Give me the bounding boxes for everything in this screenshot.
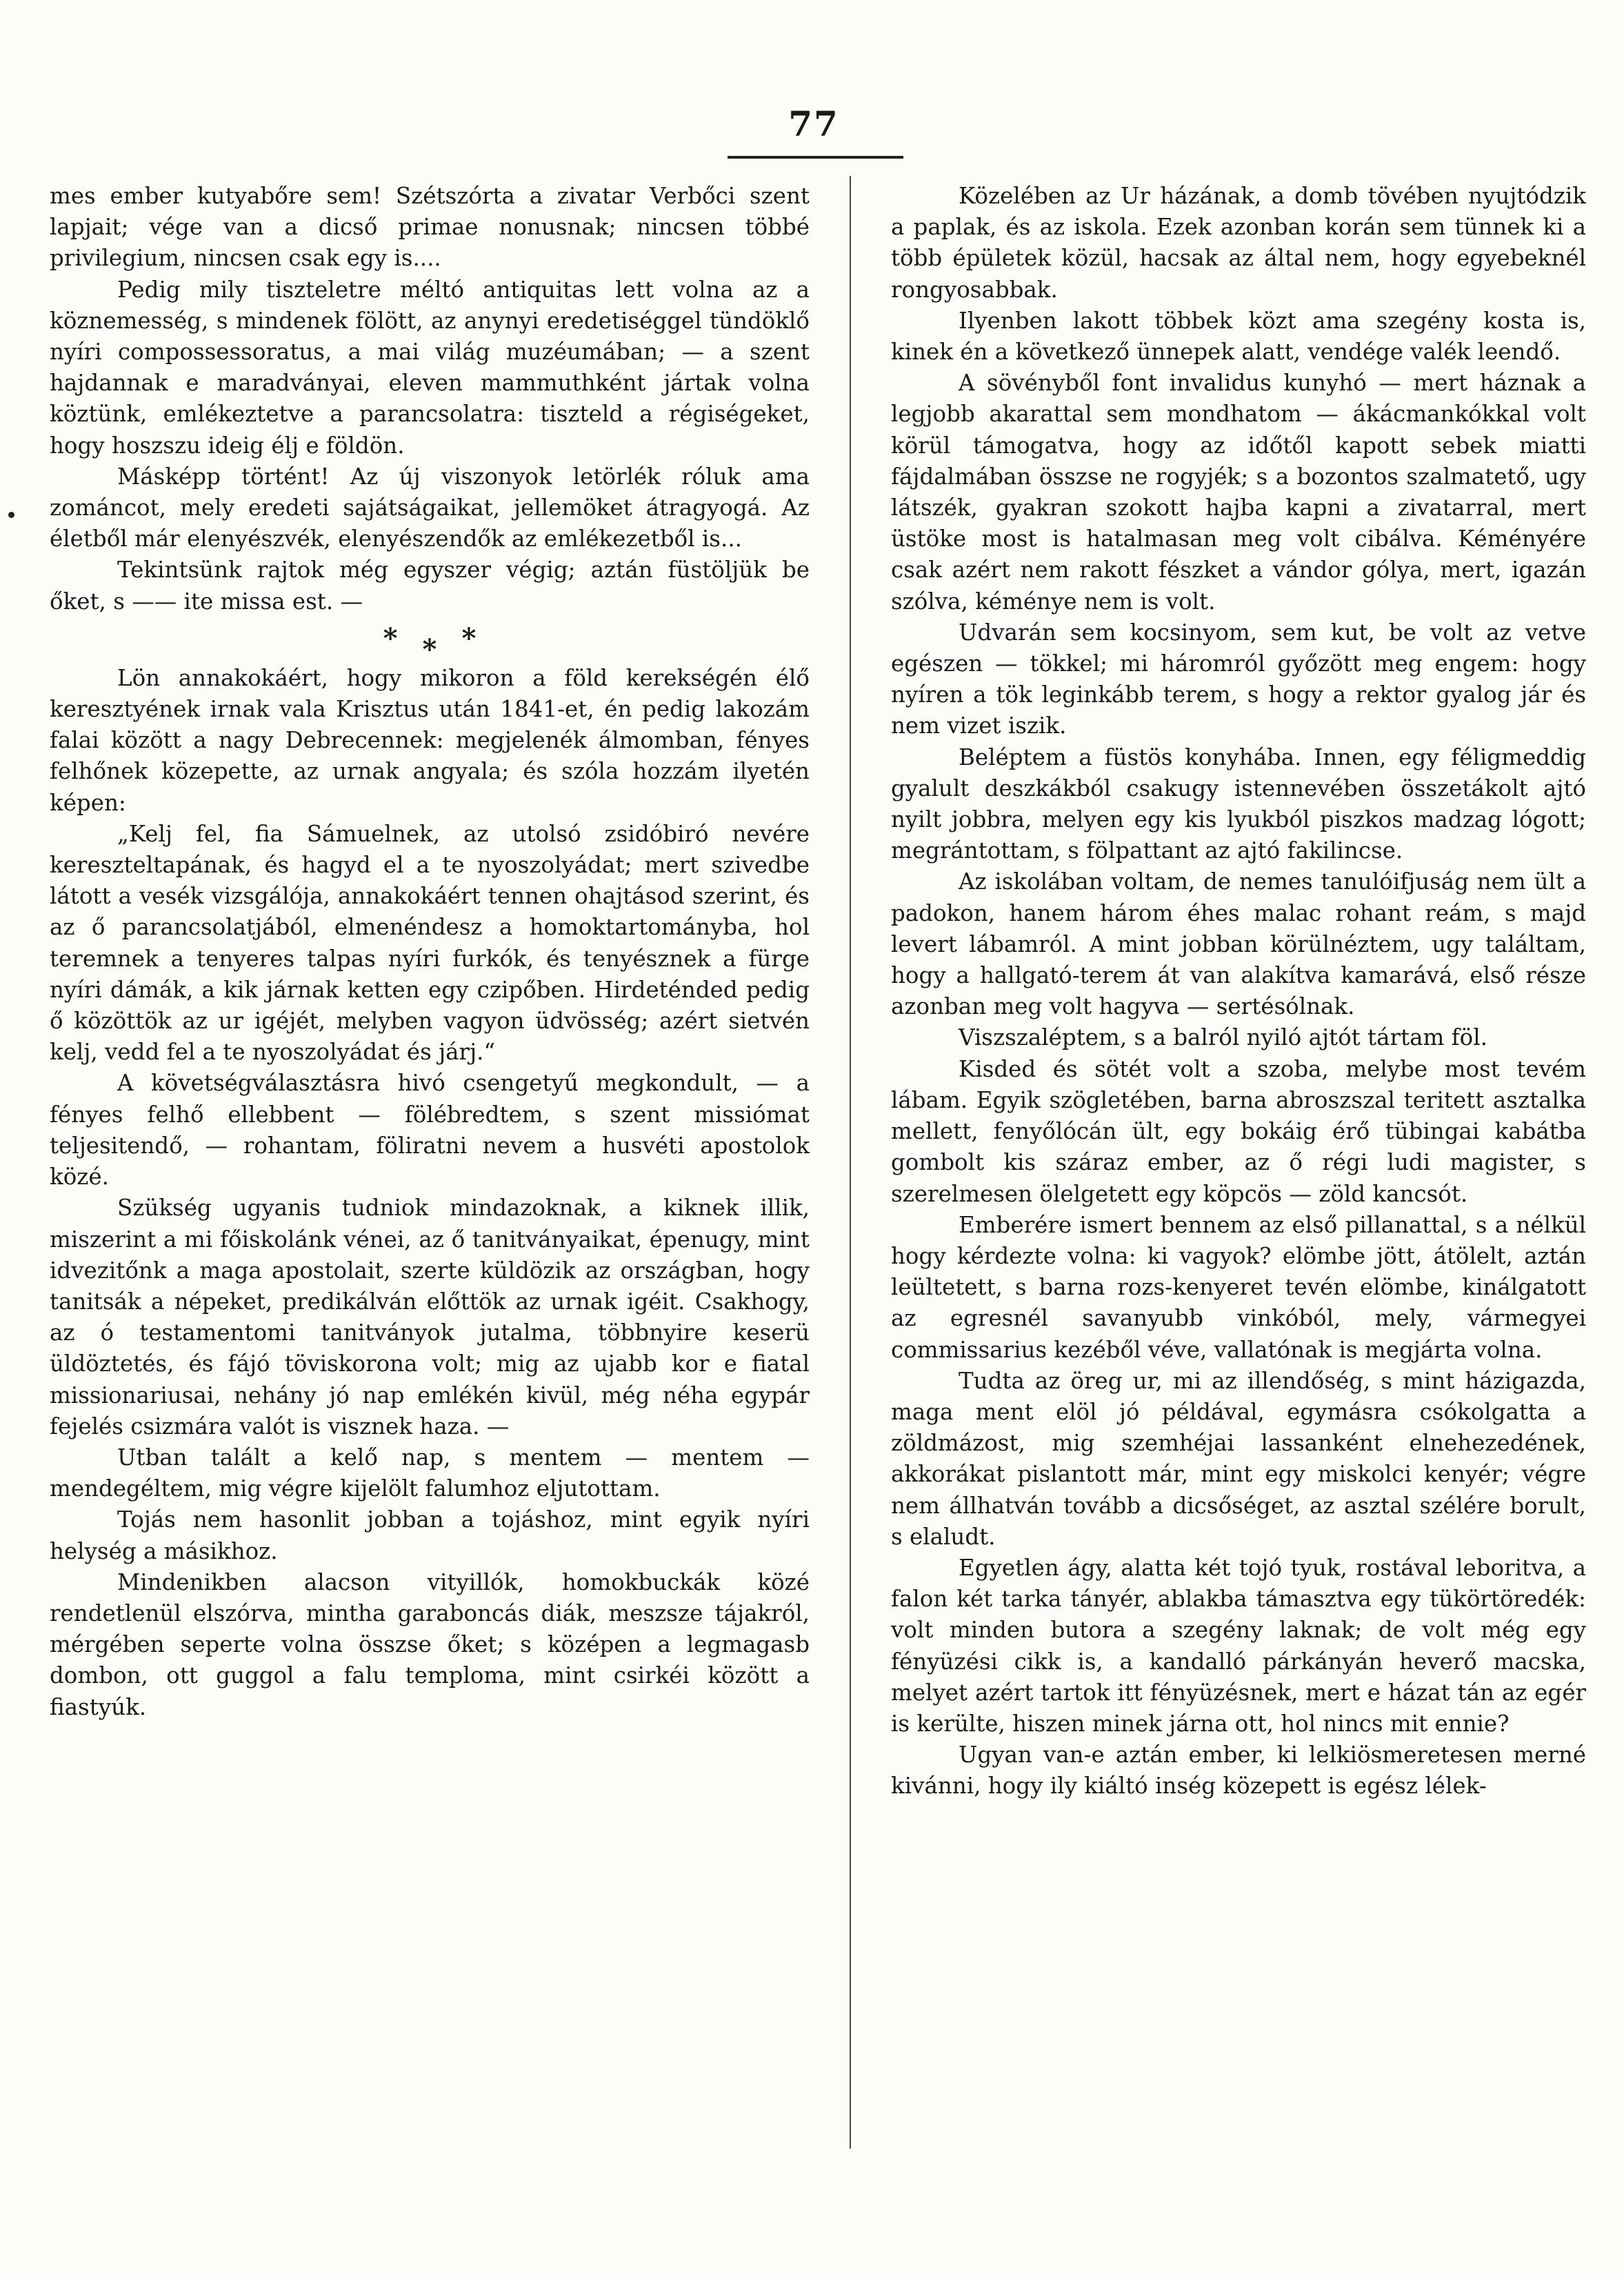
paragraph: Pedig mily tiszteletre méltó antiquitas lett volna az a köznemesség, s mindenek fölött, az anynyi eredetiséggel tündöklő nyíri compossessoratus, a mai világ muzéumában; — a szent hajdannak e maradványai, eleven mammuthként jártak volna köztünk, emlékeztetve a parancsolatra: tiszteld a régiségeket, hogy hoszszu ideig élj e földön. (50, 276, 810, 459)
paragraph: Tojás nem hasonlit jobban a tojáshoz, mint egyik nyíri helység a másikhoz. (50, 1506, 810, 1564)
paragraph: Utban talált a kelő nap, s mentem — mentem — mendegéltem, mig végre kijelölt falumhoz eljutottam. (50, 1444, 810, 1502)
paragraph: A követségválasztásra hivó csengetyű megkondult, — a fényes felhő ellebbent — fölébredtem, s szent missiómat teljesitendő, — rohantam, föliratni nevem a husvéti apostolok közé. (50, 1070, 810, 1191)
paragraph: Szükség ugyanis tudniok mindazoknak, a kiknek illik, miszerint a mi főiskolánk vénei, az ő tanitványaikat, épenugy, mint idvezitőnk a maga apostolait, szerte küldözik az országban, hogy tanitsák a népeket, predikálván előttök az urnak igéit. Csakhogy, az ó testamentomi tanitványok jutalma, többnyire keserü üldöztetés, és fájó töviskorona volt; mig az ujabb kor e fiatal missionariusai, nehány jó nap emlékén kivül, még néha egypár fejelés csizmára valót is visznek haza. — (50, 1195, 810, 1440)
paragraph: Ugyan van-e aztán ember, ki lelkiösmeretesen merné kivánni, hogy ily kiáltó inség közepett is egész lélek- (891, 1742, 1586, 1800)
separator-star: * (461, 621, 477, 655)
paragraph: Tekintsünk rajtok még egyszer végig; aztán füstöljük be őket, s —— ite missa est. — (50, 557, 810, 615)
paragraph: A sövényből font invalidus kunyhó — mert háznak a legjobb akarattal sem mondhatom — ákácmankókkal volt körül támogatva, hogy az időtől kapott sebek miatti fájdalmában összse ne rogyjék; s a bozontos szalmatető, ugy látszék, gyakran szokott hajba kapni a zivatarral, mert üstöke most is hatalmasan meg volt cibálva. Kéményére csak azért nem rakott fészket a vándor gólya, mert, igazán szólva, kéménye nem is volt. (891, 370, 1586, 615)
paragraph: mes ember kutyabőre sem! Szétszórta a zivatar Verbőci szent lapjait; vége van a dicső primae nonusnak; nincsen többé privilegium, nincsen csak egy is.... (50, 183, 810, 272)
margin-mark (8, 512, 14, 518)
paragraph: Mindenikben alacson vityillók, homokbuckák közé rendetlenül elszórva, mintha garaboncás diák, meszsze tájakról, mérgében seperte volna összse őket; s középen a legmagasb dombon, ott guggol a falu temploma, mint csirkéi között a fiastyúk. (50, 1568, 810, 1720)
paragraph: Ilyenben lakott többek közt ama szegény kosta is, kinek én a következő ünnepek alatt, vendége valék leendő. (891, 307, 1586, 366)
section-separator (50, 617, 810, 666)
paragraph: Emberére ismert bennem az első pillanattal, s a nélkül hogy kérdezte volna: ki vagyok? elömbe jött, átölelt, aztán leültetett, s barna rozs-kenyeret tevén elömbe, kinálgatott az egresnél savanyubb vinkóból, mely, vármegyei commissarius kezéből véve, vallatónak is megjárta volna. (891, 1211, 1586, 1363)
left-column (50, 181, 810, 1723)
paragraph: Viszszaléptem, s a balról nyiló ajtót tártam föl. (959, 1024, 1487, 1051)
paragraph: Tudta az öreg ur, mi az illendőség, s mint házigazda, maga ment elöl jó példával, egymásra csókolgatta a zöldmázost, mig szemhéjai lassanként elnehezedének, akkorákat pislantott már, mint egy miskolci kenyér; végre nem állhatván tovább a dicsőséget, az asztal szélére borult, s elaludt. (891, 1367, 1586, 1550)
separator-star: * (383, 621, 398, 655)
paragraph: Másképp történt! Az új viszonyok letörlék róluk ama zománcot, mely eredeti sajátságaikat, jellemöket átragyogá. Az életből már elenyészvék, elenyészendők az emlékezetből is... (50, 463, 810, 552)
paragraph: Egyetlen ágy, alatta két tojó tyuk, rostával leboritva, a falon két tarka tányér, ablakba támasztva egy tükörtöredék: volt minden butora a szegény laknak; de volt még egy fényüzési cikk is, a kandalló párkányán heverő macska, melyet azért tartok itt fényüzésnek, mert e házat tán az egér is kerülte, hiszen minek járna ott, hol nincs mit ennie? (891, 1554, 1586, 1737)
paragraph: Közelében az Ur házának, a domb tövében nyujtódzik a paplak, és az iskola. Ezek azonban korán sem tünnek ki a több épületek közül, hacsak az által nem, hogy egyebeknél rongyosabbak. (891, 183, 1586, 303)
paragraph: Az iskolában voltam, de nemes tanulóifjuság nem ült a padokon, hanem három éhes malac rohant reám, s majd levert lábamról. A mint jobban körülnéztem, ugy találtam, hogy a hallgató-terem át van alakítva kamarává, első része azonban meg volt hagyva — sertésólnak. (891, 868, 1586, 1020)
paragraph: Beléptem a füstös konyhába. Innen, egy féligmeddig gyalult deszkákból csakugy istennevében összetákolt ajtó nyilt jobbra, melyen egy kis lyukból piszkos madzag lógott; megrántottam, s fölpattant az ajtó fakilincse. (891, 744, 1586, 864)
paragraph: „Kelj fel, fia Sámuelnek, az utolsó zsidóbiró nevére kereszteltapának, és hagyd el a te nyoszolyádat; mert szivedbe látott a vesék vizsgálója, annakokáért tennen ohajtásod szerint, és az ő parancsolatjából, elmenéndesz a homoktartományba, hol teremnek a tenyeres talpas nyíri furkók, és tenyésznek a fürge nyíri dámák, a kik járnak ketten egy czipőben. Hirdeténded pedig ő közöttök az ur igéjét, melyben vagyon üdvösség; azért sietvén kelj, vedd fel a te nyoszolyádat és járj.“ (50, 820, 810, 1066)
paragraph: Lön annakokáért, hogy mikoron a föld kerekségén élő keresztyének irnak vala Krisztus után 1841-et, én pedig lakozám falai között a nagy Debrecennek: megjelenék álmomban, fényes felhőnek közepette, az urnak angyala; és szóla hozzám ilyetén képen: (50, 664, 810, 816)
right-column (891, 181, 1586, 1802)
column-divider (850, 176, 851, 2149)
page-number: 77 (788, 103, 839, 144)
paragraph: Kisded és sötét volt a szoba, melybe most tevém lábam. Egyik szögletében, barna abroszszal teritett asztalka mellett, fenyőlócán ült, egy bokáig érő tübingai kabátba gombolt kis száraz ember, az ő régi ludi magister, s szerelmesen ölelgetett egy köpcös — zöld kancsót. (891, 1055, 1586, 1207)
page-number-rule (728, 156, 903, 159)
paragraph: Udvarán sem kocsinyom, sem kut, be volt az vetve egészen — tökkel; mi háromról győzött meg engem: hogy nyíren a tök leginkább terem, s hogy a rektor gyalog jár és nem vizet iszik. (891, 619, 1586, 739)
separator-star: * (422, 632, 437, 666)
